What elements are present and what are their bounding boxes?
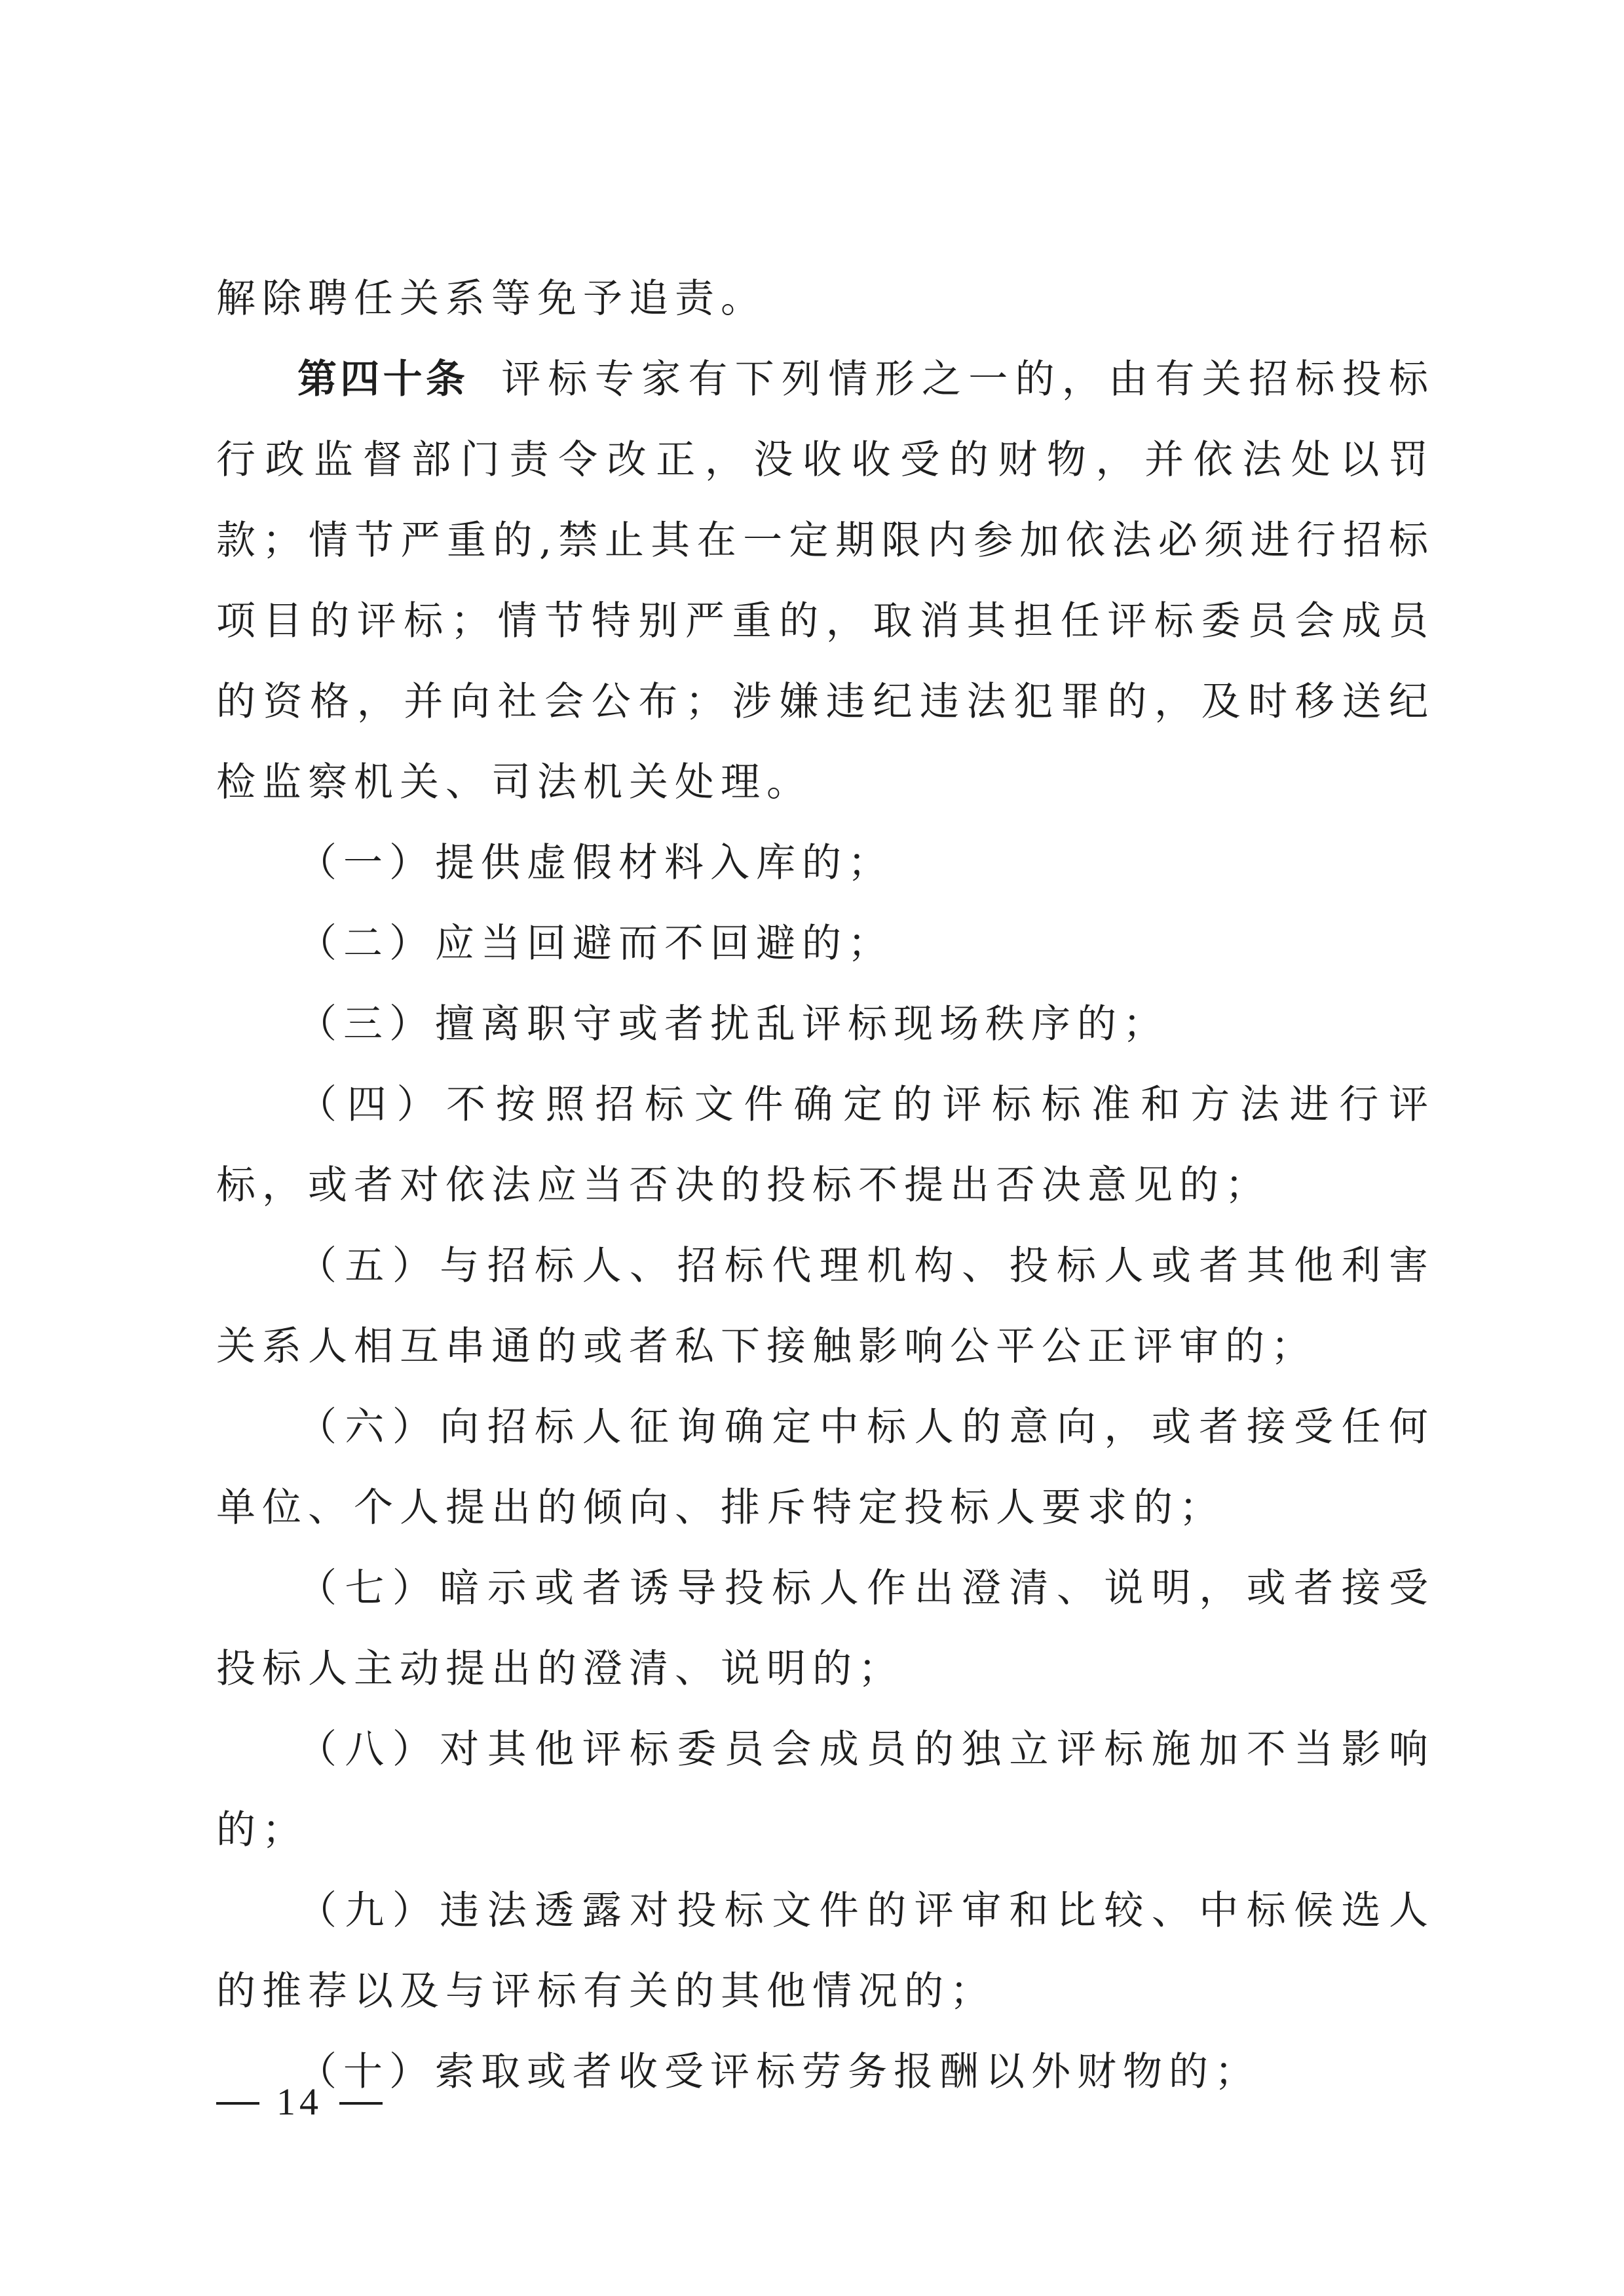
- page-number: [216, 2076, 400, 2128]
- list-item: （一）提供虚假材料入库的；: [297, 840, 894, 886]
- list-item: （七）暗示或者诱导投标人作出澄清、说明，或者接受投标人主动提出的澄清、说明的；: [216, 1565, 1435, 1692]
- article-body: 评标专家有下列情形之一的，由有关招标投标行政监督部门责令改正，没收收受的财物，并依法处以罚款；情节严重的,禁止其在一定期限内参加依法必须进行招标项目的评标；情节特别严重的，取消其担任评标委员会成员的资格，并向社会公布；涉嫌违纪违法犯罪的，及时移送纪检监察机关、司法机关处理。: [216, 356, 1435, 805]
- dash-right: [339, 2102, 383, 2105]
- list-item: （九）违法透露对投标文件的评审和比较、中标候选人的推荐以及与评标有关的其他情况的；: [216, 1888, 1435, 2014]
- article-heading: 第四十条: [297, 356, 469, 402]
- list-item: （二）应当回避而不回避的；: [297, 921, 894, 966]
- dash-left: [216, 2102, 259, 2105]
- list-item: （三）擅离职守或者扰乱评标现场秩序的；: [297, 1001, 1169, 1047]
- continuation-paragraph: 解除聘任关系等免予追责。: [216, 276, 766, 322]
- list-item: （八）对其他评标委员会成员的独立评标施加不当影响的；: [216, 1727, 1435, 1853]
- text-block: [216, 259, 1435, 2113]
- list-item: （五）与招标人、招标代理机构、投标人或者其他利害关系人相互串通的或者私下接触影响公平公正评审的；: [216, 1243, 1435, 1369]
- list-item: （六）向招标人征询确定中标人的意向，或者接受任何单位、个人提出的倾向、排斥特定投标人要求的；: [216, 1404, 1435, 1531]
- page-number-value: 14: [276, 2080, 322, 2123]
- list-item: （十）索取或者收受评标劳务报酬以外财物的；: [297, 2049, 1260, 2095]
- article-40-paragraph: [216, 339, 1435, 823]
- list-item: （四）不按照招标文件确定的评标标准和方法进行评标，或者对依法应当否决的投标不提出否决意见的；: [216, 1082, 1435, 1208]
